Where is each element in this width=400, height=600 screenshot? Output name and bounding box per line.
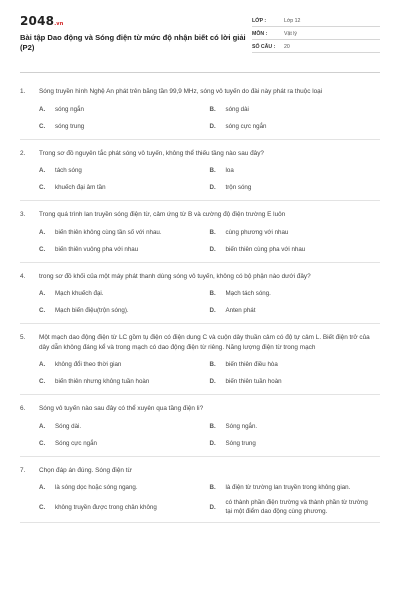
question-text: trong sơ đồ khối của một máy phát thanh dùng sóng vô tuyến, không có bộ phận nào dưới đây? (39, 272, 311, 280)
option-letter: D. (209, 439, 216, 447)
option-text: biến thiên vuông pha với nhau (55, 245, 139, 253)
answer-option[interactable] (39, 358, 210, 371)
meta-row-grade (252, 14, 380, 27)
answer-option[interactable] (210, 103, 381, 116)
option-letter: D. (209, 378, 216, 385)
answer-option[interactable] (39, 103, 210, 116)
option-text: biến thiên nhưng không tuần hoàn (55, 378, 150, 385)
question-text: Chọn đáp án đúng. Sóng điện từ (39, 466, 132, 474)
question-number: 3. (20, 211, 26, 218)
option-letter: D. (209, 245, 216, 253)
question-block (20, 333, 380, 395)
question-stem (20, 149, 380, 159)
answer-options (20, 103, 380, 133)
option-text: sóng dài (225, 105, 249, 113)
meta-label: LỚP : (252, 18, 267, 24)
option-text: biến thiên điều hòa (225, 361, 278, 368)
answer-options (20, 287, 380, 317)
question-list (20, 73, 380, 523)
answer-option[interactable] (39, 120, 210, 133)
question-block (20, 210, 380, 263)
answer-option[interactable] (210, 481, 381, 494)
answer-options (20, 358, 380, 388)
option-letter: A. (39, 105, 46, 113)
answer-option[interactable] (210, 181, 381, 194)
option-letter: C. (39, 184, 46, 191)
option-letter: C. (39, 122, 46, 130)
option-text: Anten phát (225, 307, 256, 314)
question-stem (20, 87, 380, 97)
option-text: không đổi theo thời gian (55, 361, 122, 368)
question-block (20, 149, 380, 202)
option-text: là sóng dọc hoặc sóng ngang. (55, 484, 138, 491)
option-letter: B. (209, 105, 216, 113)
meta-value: 20 (284, 44, 290, 50)
answer-option[interactable] (39, 437, 210, 450)
answer-option[interactable] (210, 243, 381, 256)
question-stem (20, 333, 380, 352)
option-letter: A. (39, 422, 46, 430)
question-text: Sóng truyền hình Nghệ An phát trên băng tần 99,9 MHz, sóng vô tuyến do đài này phát ra thuộc loại (39, 88, 323, 95)
option-text: trộn sóng (225, 184, 252, 191)
answer-option[interactable] (39, 420, 210, 433)
answer-option[interactable] (210, 226, 381, 239)
option-letter: A. (39, 484, 46, 491)
answer-option[interactable] (210, 498, 381, 516)
option-letter: A. (39, 228, 46, 236)
option-text: Mạch khuếch đại. (55, 290, 104, 297)
answer-options (20, 164, 380, 194)
answer-option[interactable] (39, 304, 210, 317)
meta-value: Vật lý (284, 31, 297, 37)
option-text: tách sóng (55, 167, 82, 174)
answer-option[interactable] (210, 420, 381, 433)
answer-option[interactable] (39, 481, 210, 494)
answer-options (20, 420, 380, 450)
option-text: biến thiên cùng pha với nhau (225, 245, 306, 253)
option-text: Mạch biến điệu(trộn sóng). (55, 307, 129, 314)
question-text: Trong sơ đồ nguyên tắc phát sóng vô tuyến, không thể thiếu tầng nào sau đây? (39, 149, 264, 157)
answer-option[interactable] (210, 437, 381, 450)
option-letter: C. (39, 307, 46, 314)
question-text: Một mạch dao động điện từ LC gồm tụ điện có điện dung C và cuộn dây thuần cảm có độ tự cảm L. Biết điện trở của dây dẫn không đáng kể và trong mạch có dao động điện từ riêng. Năng lượng điện từ trong mạch (39, 334, 370, 351)
logo-suffix: .vn (54, 21, 64, 27)
option-text: Sóng ngắn. (225, 422, 258, 430)
answer-option[interactable] (210, 164, 381, 177)
question-number: 2. (20, 149, 26, 157)
option-letter: A. (39, 290, 46, 297)
question-stem (20, 272, 380, 282)
question-stem (20, 404, 380, 414)
option-letter: A. (39, 167, 46, 174)
question-block (20, 87, 380, 140)
option-text: Sóng dài. (55, 422, 82, 430)
answer-option[interactable] (210, 287, 381, 300)
question-block (20, 466, 380, 524)
answer-option[interactable] (210, 358, 381, 371)
meta-row-count (252, 40, 380, 53)
question-stem (20, 210, 380, 220)
option-letter: A. (39, 361, 46, 368)
option-letter: D. (209, 184, 216, 191)
answer-option[interactable] (39, 243, 210, 256)
option-letter: B. (209, 361, 216, 368)
option-letter: B. (209, 422, 216, 430)
logo-main: 2048 (20, 14, 55, 28)
meta-info (252, 14, 380, 68)
option-text: sóng cực ngắn (225, 122, 267, 130)
answer-option[interactable] (39, 164, 210, 177)
option-letter: B. (209, 167, 216, 174)
answer-option[interactable] (39, 375, 210, 388)
question-number: 1. (20, 88, 26, 95)
question-number: 7. (20, 466, 26, 474)
option-letter: B. (209, 228, 216, 236)
option-letter: C. (39, 245, 46, 253)
question-text: Trong quá trình lan truyền sóng điện từ, cảm ứng từ B và cường độ điện trường E luôn (39, 211, 286, 218)
answer-option[interactable] (210, 304, 381, 317)
option-text: sóng ngắn (55, 105, 84, 113)
answer-option[interactable] (39, 226, 210, 239)
answer-options (20, 481, 380, 516)
answer-option[interactable] (39, 498, 210, 516)
option-text: Mạch tách sóng. (225, 290, 271, 297)
answer-option[interactable] (39, 181, 210, 194)
option-text: không truyền được trong chân không (55, 503, 157, 511)
option-text: biến thiên không cùng tần số với nhau. (55, 228, 162, 236)
question-number: 5. (20, 334, 26, 341)
site-logo[interactable] (20, 14, 248, 28)
option-text: là điện từ trường lan truyền trong không gian. (225, 484, 351, 491)
header (20, 0, 380, 68)
option-letter: C. (39, 378, 46, 385)
option-letter: B. (209, 290, 216, 297)
option-letter: D. (209, 122, 216, 130)
option-letter: C. (39, 439, 46, 447)
answer-option[interactable] (210, 120, 381, 133)
meta-label: SỐ CÂU : (252, 44, 276, 50)
answer-option[interactable] (210, 375, 381, 388)
option-text: sóng trung (55, 122, 85, 130)
option-letter: D. (209, 503, 216, 511)
option-text: Sóng trung (225, 439, 256, 447)
meta-row-subject (252, 27, 380, 40)
option-text: khuếch đại âm tần (55, 184, 106, 191)
question-block (20, 404, 380, 457)
option-text: cùng phương với nhau (225, 228, 289, 236)
answer-option[interactable] (39, 287, 210, 300)
option-text: biến thiên tuần hoàn (225, 378, 282, 385)
header-left (20, 14, 248, 68)
question-block (20, 272, 380, 325)
question-number: 6. (20, 405, 26, 412)
question-stem (20, 466, 380, 476)
question-number: 4. (20, 272, 26, 280)
option-letter: B. (209, 484, 216, 491)
answer-options (20, 226, 380, 256)
meta-value: Lớp 12 (284, 18, 301, 24)
option-letter: C. (39, 503, 46, 511)
option-text: loa (225, 167, 234, 174)
option-letter: D. (209, 307, 216, 314)
option-text: có thành phần điện trường và thành phần từ trường tại một điểm dao động cùng phương. (225, 499, 368, 515)
option-text: Sóng cực ngắn (55, 439, 97, 447)
page-title: Bài tập Dao động và Sóng điện từ mức độ nhận biết có lời giải (P2) (20, 33, 246, 52)
question-text: Sóng vô tuyến nào sau đây có thể xuyên qua tầng điện li? (39, 405, 204, 412)
meta-label: MÔN : (252, 31, 268, 37)
